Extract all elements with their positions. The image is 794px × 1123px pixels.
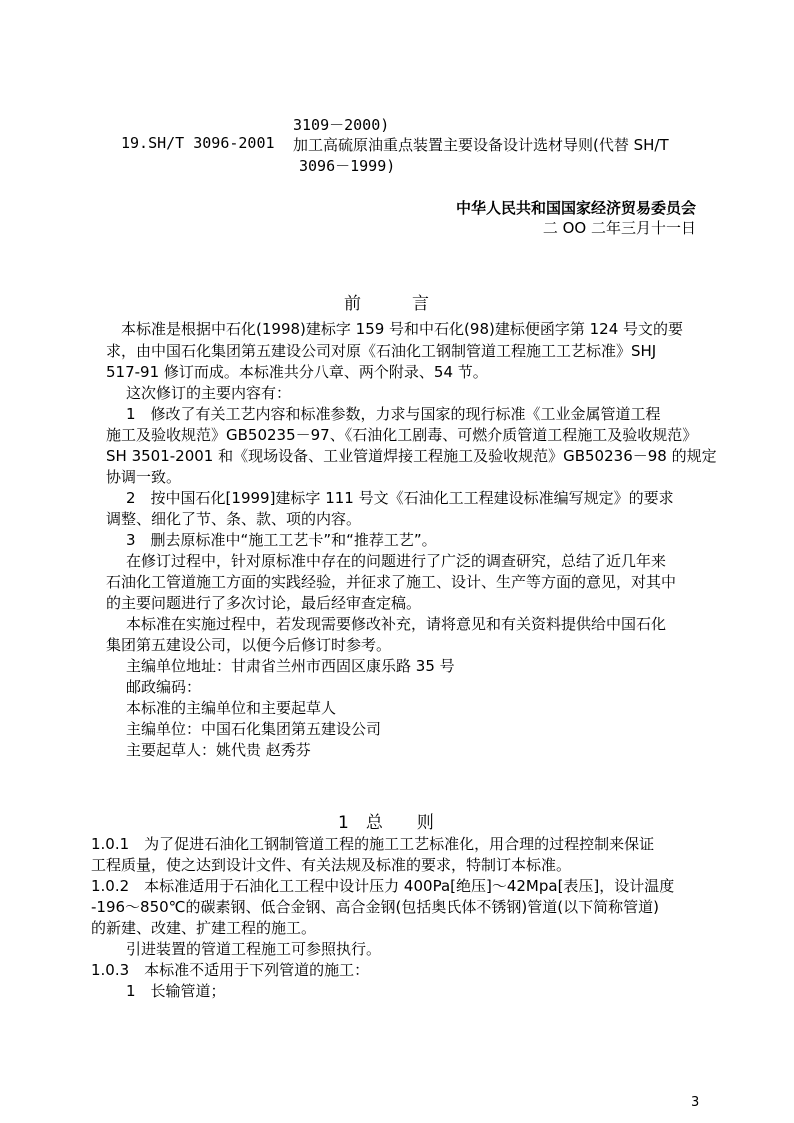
page-number: 3 (691, 1095, 700, 1110)
section-line: 1.0.2 本标准适用于石油化工工程中设计压力 400Pa[绝压]～42Mpa[表压]，设计温度 (91, 877, 675, 895)
section-line: 1 长输管道； (126, 982, 226, 1000)
preface-line: 2 按中国石化[1999]建标字 111 号文《石油化工工程建设标准编写规定》的要求 (126, 489, 674, 507)
preface-line: 协调一致。 (106, 468, 182, 486)
preface-line: 主要起草人：姚代贵 赵秀芬 (126, 741, 311, 759)
preface-line: 本标准是根据中石化(1998)建标字 159 号和中石化(98)建标便函字第 124 号文的要 (121, 320, 684, 338)
preface-line: 517-91 修订而成。本标准共分八章、两个附录、54 节。 (106, 363, 488, 381)
preface-line: 调整、细化了节、条、款、项的内容。 (106, 510, 362, 528)
issuer-name: 中华人民共和国国家经济贸易委员会 (455, 199, 696, 217)
preface-line: 本标准的主编单位和主要起草人 (126, 699, 337, 717)
preface-line: 这次修订的主要内容有： (126, 384, 292, 402)
section-line: 1.0.3 本标准不适用于下列管道的施工： (91, 961, 370, 979)
std-list-line1: 3109－2000) (293, 116, 390, 134)
issuer-date: 二 OO 二年三月十一日 (542, 219, 696, 237)
section-line: 1.0.1 为了促进石油化工钢制管道工程的施工工艺标准化，用合理的过程控制来保证 (91, 835, 655, 853)
preface-line: 集团第五建设公司，以便今后修订时参考。 (106, 636, 392, 654)
section-line: -196～850℃的碳素钢、低合金钢、高合金钢(包括奥氏体不锈钢)管道(以下简称管道) (91, 898, 659, 916)
std-list-line3: 3096－1999) (299, 157, 396, 175)
preface-line: 主编单位：中国石化集团第五建设公司 (126, 720, 382, 738)
preface-heading: 前 言 (344, 294, 429, 314)
preface-line: 施工及验收规范》GB50235－97、《石油化工剧毒、可燃介质管道工程施工及验收规范》 (106, 426, 698, 444)
section-line: 工程质量，使之达到设计文件、有关法规及标准的要求，特制订本标准。 (91, 856, 572, 874)
section-line: 的新建、改建、扩建工程的施工。 (91, 919, 317, 937)
std-list-text: 加工高硫原油重点装置主要设备设计选材导则(代替 SH/T (293, 136, 669, 154)
section-line: 引进装置的管道工程施工可参照执行。 (126, 940, 382, 958)
preface-line: 求，由中国石化集团第五建设公司对原《石油化工钢制管道工程施工工艺标准》SHJ (106, 342, 657, 360)
preface-line: 主编单位地址：甘肃省兰州市西固区康乐路 35 号 (126, 657, 455, 675)
preface-line: SH 3501-2001 和《现场设备、工业管道焊接工程施工及验收规范》GB50236－98 的规定 (106, 447, 717, 465)
preface-line: 在修订过程中，针对原标准中存在的问题进行了广泛的调查研究，总结了近几年来 (126, 552, 667, 570)
preface-line: 的主要问题进行了多次讨论，最后经审查定稿。 (106, 594, 422, 612)
preface-line: 3 删去原标准中“施工工艺卡”和“推荐工艺”。 (126, 531, 437, 549)
std-list-number: 19.SH/T 3096-2001 (121, 134, 275, 152)
preface-line: 1 修改了有关工艺内容和标准参数，力求与国家的现行标准《工业金属管道工程 (126, 405, 661, 423)
section-heading: 1 总 则 (338, 813, 434, 833)
preface-line: 石油化工管道施工方面的实践经验，并征求了施工、设计、生产等方面的意见，对其中 (106, 573, 677, 591)
preface-line: 邮政编码： (126, 678, 202, 696)
preface-line: 本标准在实施过程中，若发现需要修改补充，请将意见和有关资料提供给中国石化 (126, 615, 667, 633)
